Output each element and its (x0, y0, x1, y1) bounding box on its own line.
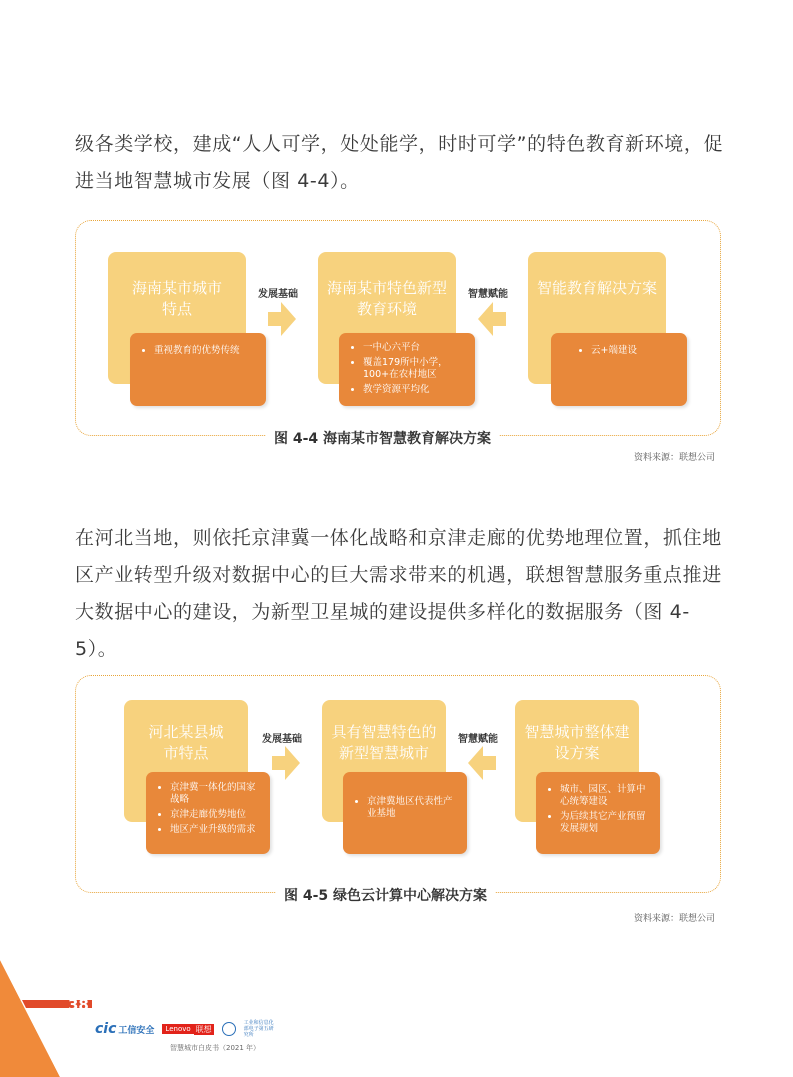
footer-logos (95, 1022, 278, 1036)
arrow-label-development-basis: 发展基础 (258, 289, 298, 300)
right-arrow-icon (272, 746, 300, 780)
fig1-box-education-environment-details (339, 333, 475, 406)
figure-source: 资料来源：联想公司 (633, 914, 715, 924)
list-item: • 云+端建设 (591, 345, 677, 357)
figure-caption: 图 4-5 绿色云计算中心解决方案 (276, 885, 495, 905)
box-title: 海南某市特色新型教育环境 (326, 279, 447, 318)
fig2-box-county-features-details (146, 772, 270, 854)
paragraph-2: 在河北当地，则依托京津冀一体化战略和京津走廊的优势地理位置，抓住地区产业转型升级对数据中心的巨大需求带来的机遇，联想智慧服务重点推进大数据中心的建设，为新型卫星城的建设提供多样化的数据服务（图 4-5）。 (75, 527, 722, 660)
box-title: 智慧城市整体建设方案 (524, 723, 630, 762)
box-title: 具有智慧特色的新型智慧城市 (331, 723, 437, 762)
arrow-label-smart-empowerment: 智慧赋能 (468, 289, 508, 300)
fig2-box-overall-plan-details (536, 772, 660, 854)
page-number: 38 (68, 996, 89, 1014)
list-item: • 城市、园区、计算中心统筹建设 (560, 784, 650, 808)
list-item: • 为后续其它产业预留发展规划 (560, 811, 650, 835)
list-item: • 覆盖179所中小学，100+在农村地区 (363, 357, 465, 381)
cic-logo: cic (95, 1021, 117, 1037)
figure-source: 资料来源：联想公司 (633, 453, 715, 463)
figure-caption: 图 4-4 海南某市智慧教育解决方案 (266, 428, 499, 448)
box-title: 海南某市城市特点 (132, 279, 223, 318)
list-item: • 京津冀地区代表性产业基地 (367, 796, 457, 820)
institute-logo-text: 工业和信息化部电子第五研究所 (243, 1020, 274, 1038)
institute-logo-icon (222, 1022, 236, 1036)
arrow-label-development-basis: 发展基础 (262, 734, 302, 745)
fig1-box-education-solution-details (551, 333, 687, 406)
list-item: • 京津走廊优势地位 (170, 809, 260, 821)
book-title: 智慧城市白皮书（2021 年） (170, 1044, 261, 1052)
lenovo-cn-logo: 联想 (195, 1024, 212, 1034)
list-item: • 京津冀一体化的国家战略 (170, 782, 260, 806)
left-arrow-icon (478, 302, 506, 336)
box-title: 智能教育解决方案 (536, 279, 657, 297)
arrow-label-smart-empowerment: 智慧赋能 (458, 734, 498, 745)
corner-decoration (0, 960, 120, 1077)
list-item: • 一中心六平台 (363, 342, 465, 354)
list-item: • 教学资源平均化 (363, 384, 465, 396)
paragraph-1: 级各类学校，建成“人人可学，处处能学，时时可学”的特色教育新环境，促进当地智慧城市发展（图 4-4）。 (75, 133, 724, 192)
box-title: 河北某县城市特点 (148, 723, 224, 762)
fig2-box-smart-city-details (343, 772, 467, 854)
lenovo-logo: Lenovo (162, 1024, 193, 1034)
cic-logo-text: 工信安全 (118, 1025, 155, 1036)
right-arrow-icon (268, 302, 296, 336)
fig1-box-city-features-details (130, 333, 266, 406)
list-item: • 重视教育的优势传统 (154, 345, 256, 357)
left-arrow-icon (468, 746, 496, 780)
list-item: • 地区产业升级的需求 (170, 824, 260, 836)
